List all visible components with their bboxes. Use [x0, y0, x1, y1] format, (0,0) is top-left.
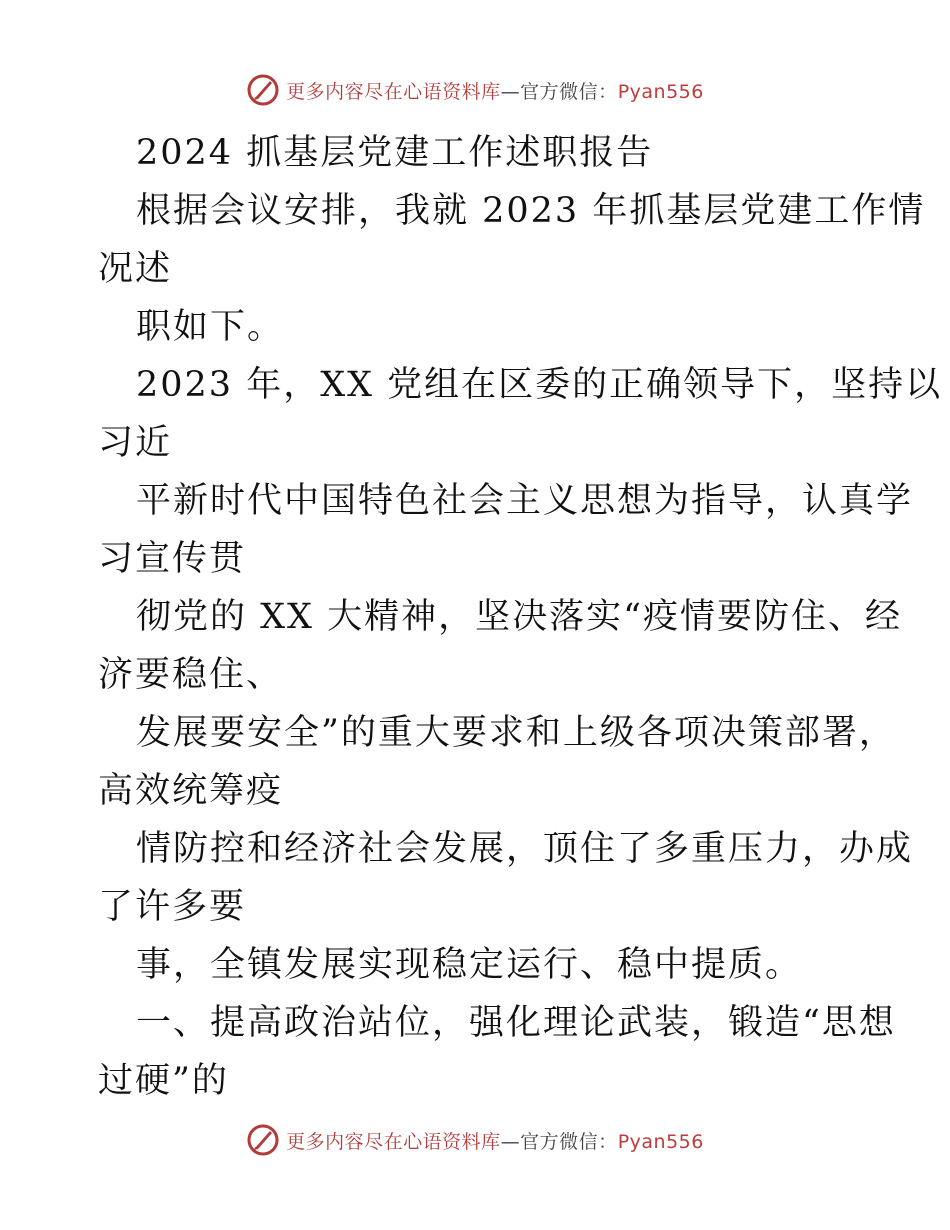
text-line: 高效统筹疫	[98, 771, 284, 811]
watermark-label: 官方微信：	[520, 1130, 618, 1153]
text-line: 过硬”的	[98, 1061, 229, 1101]
text-line: 况述	[98, 249, 173, 289]
quill-circle-icon	[246, 1123, 280, 1157]
text-line: 情防控和经济社会发展，顶住了多重压力，办成	[136, 829, 914, 869]
header-watermark	[0, 70, 950, 110]
text-line: 彻党的 XX 大精神，坚决落实“疫情要防住、经	[136, 597, 902, 637]
text-line: 根据会议安排，我就 2023 年抓基层党建工作情	[136, 191, 926, 231]
quill-circle-icon	[246, 73, 280, 107]
watermark-separator: —	[500, 80, 521, 103]
text-line: 习宣传贯	[98, 539, 247, 579]
text-line: 职如下。	[136, 307, 285, 347]
document-body	[98, 124, 943, 1110]
text-line: 发展要安全”的重大要求和上级各项决策部署，	[136, 713, 896, 753]
text-line: 平新时代中国特色社会主义思想为指导，认真学	[136, 481, 914, 521]
text-line: 习近	[98, 423, 173, 463]
text-line: 事，全镇发展实现稳定运行、稳中提质。	[136, 945, 803, 985]
watermark-wechat-id: Pyan556	[617, 1130, 704, 1153]
watermark-main-text: 更多内容尽在心语资料库	[286, 80, 501, 103]
footer-watermark	[0, 1120, 950, 1160]
text-line: 2024 抓基层党建工作述职报告	[136, 133, 654, 173]
text-line: 2023 年，XX 党组在区委的正确领导下，坚持以	[136, 365, 943, 405]
text-line: 济要稳住、	[98, 655, 284, 695]
watermark-main-text: 更多内容尽在心语资料库	[286, 1130, 501, 1153]
watermark-separator: —	[500, 1130, 521, 1153]
text-line: 一、提高政治站位，强化理论武装，锻造“思想	[136, 1003, 896, 1043]
watermark-wechat-id: Pyan556	[617, 80, 704, 103]
text-line: 了许多要	[98, 887, 247, 927]
watermark-label: 官方微信：	[520, 80, 618, 103]
